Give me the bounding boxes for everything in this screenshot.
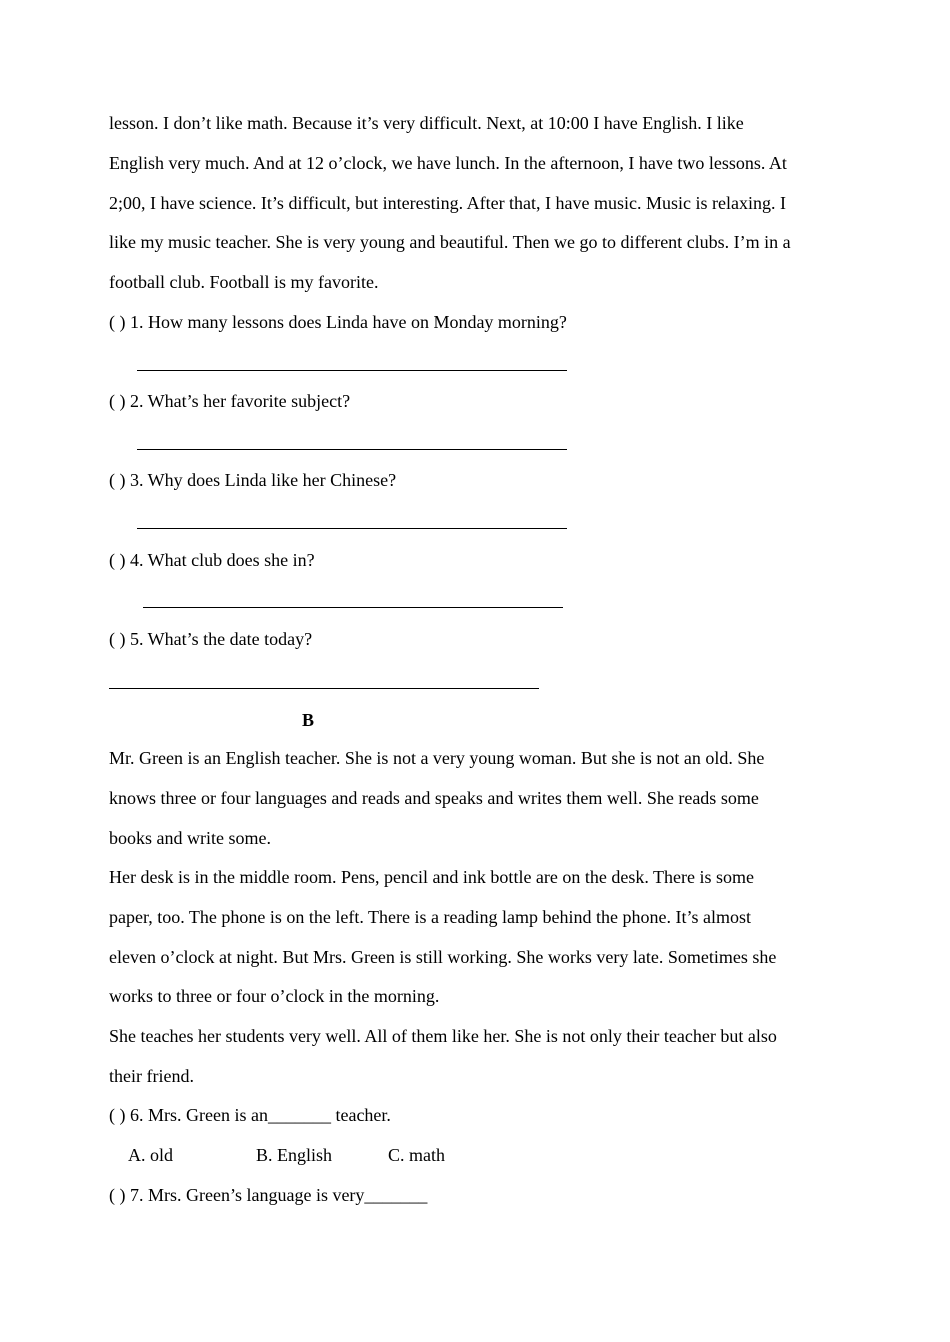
passage-line: Her desk is in the middle room. Pens, pencil and ink bottle are on the desk. There is some — [109, 867, 755, 887]
section-b-title: B — [302, 710, 315, 730]
passage-line: football club. Football is my favorite. — [109, 272, 379, 292]
answer-line-4[interactable] — [143, 607, 563, 608]
answer-line-5[interactable] — [109, 688, 539, 689]
question-3: ( ) 3. Why does Linda like her Chinese? — [109, 470, 397, 490]
option-b[interactable]: B. English — [256, 1145, 333, 1165]
passage-line: eleven o’clock at night. But Mrs. Green is still working. She works very late. Sometimes she — [109, 947, 777, 967]
passage-line: English very much. And at 12 o’clock, we have lunch. In the afternoon, I have two lessons. At — [109, 153, 787, 173]
passage-line: lesson. I don’t like math. Because it’s very difficult. Next, at 10:00 I have English. I like — [109, 113, 744, 133]
passage-line: She teaches her students very well. All of them like her. She is not only their teacher but also — [109, 1026, 777, 1046]
passage-line: Mr. Green is an English teacher. She is not a very young woman. But she is not an old. She — [109, 748, 765, 768]
answer-line-1[interactable] — [137, 370, 567, 371]
option-c[interactable]: C. math — [388, 1145, 445, 1165]
answer-line-3[interactable] — [137, 528, 567, 529]
answer-line-2[interactable] — [137, 449, 567, 450]
passage-line: like my music teacher. She is very young and beautiful. Then we go to different clubs. I’m in a — [109, 232, 791, 252]
passage-line: works to three or four o’clock in the morning. — [109, 986, 440, 1006]
option-a[interactable]: A. old — [128, 1145, 173, 1165]
question-7: ( ) 7. Mrs. Green’s language is very_______ — [109, 1185, 428, 1205]
question-5: ( ) 5. What’s the date today? — [109, 629, 313, 649]
passage-line: books and write some. — [109, 828, 271, 848]
passage-line: knows three or four languages and reads and speaks and writes them well. She reads some — [109, 788, 759, 808]
passage-line: their friend. — [109, 1066, 194, 1086]
question-6: ( ) 6. Mrs. Green is an_______ teacher. — [109, 1105, 391, 1125]
question-4: ( ) 4. What club does she in? — [109, 550, 315, 570]
passage-line: paper, too. The phone is on the left. There is a reading lamp behind the phone. It’s almost — [109, 907, 751, 927]
question-1: ( ) 1. How many lessons does Linda have on Monday morning? — [109, 312, 567, 332]
question-2: ( ) 2. What’s her favorite subject? — [109, 391, 351, 411]
passage-line: 2;00, I have science. It’s difficult, but interesting. After that, I have music. Music is relaxing. I — [109, 193, 786, 213]
